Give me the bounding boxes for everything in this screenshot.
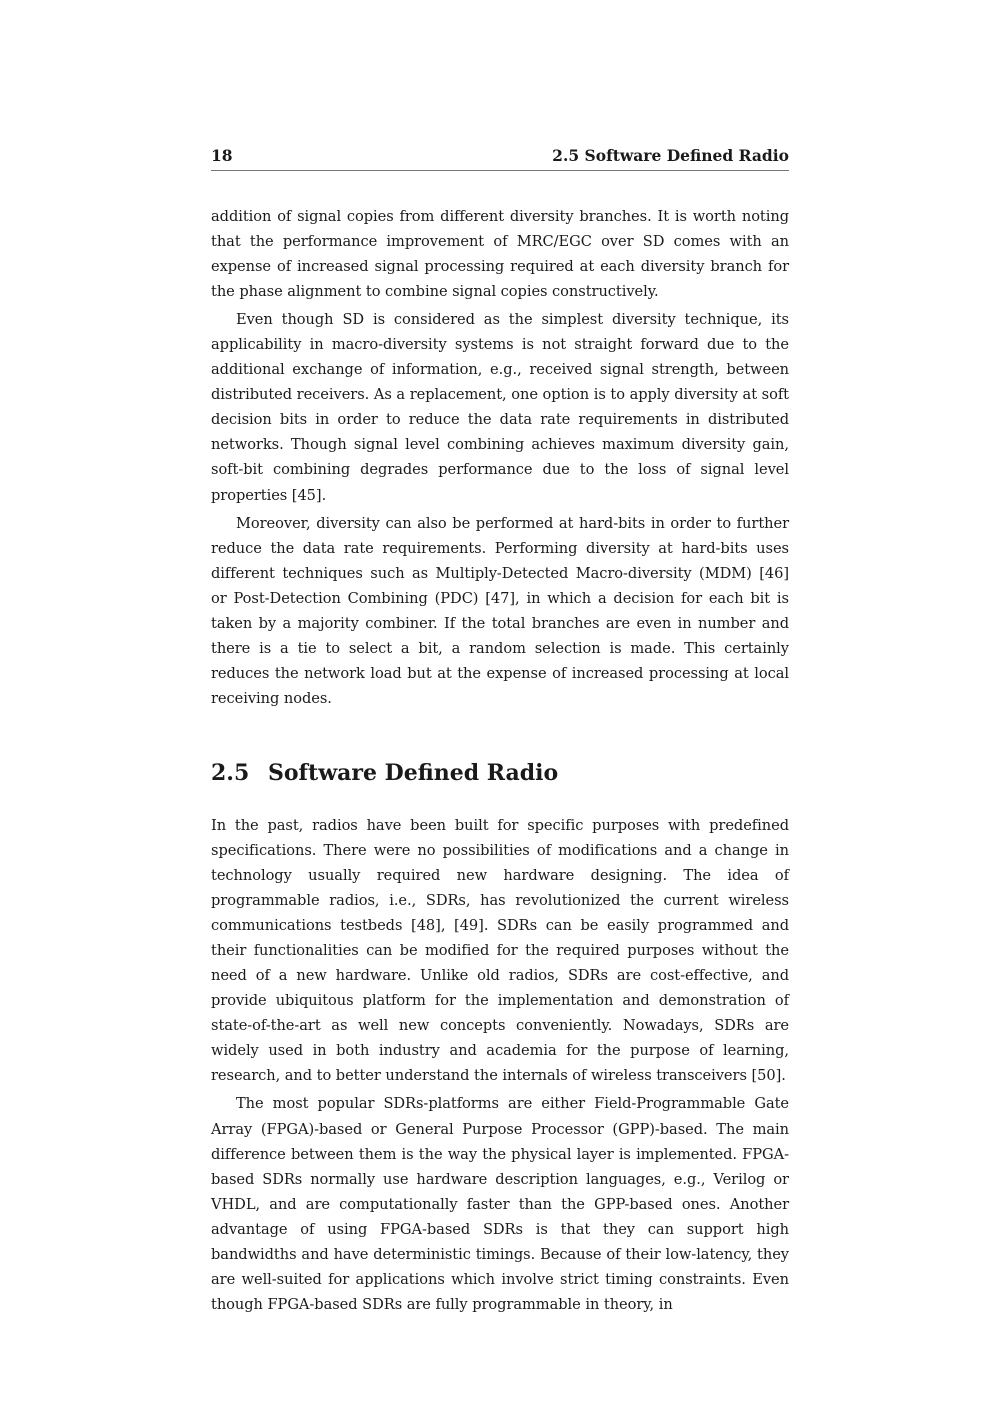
paragraph-sdr-intro: In the past, radios have been built for specific purposes with predefined specifications. There were no possibilities of modifications and a change in technology usually required new hardware designing. The idea of programmable radios, i.e., SDRs, has revolutionized the current wireless communications testbeds [48], [49]. SDRs can be easily programmed and their functionalities can be modified for the required purposes without the need of a new hardware. Unlike old radios, SDRs are cost-effective, and provide ubiquitous platform for the implementation and demonstration of state-of-the-art as well new concepts conveniently. Nowadays, SDRs are widely used in both industry and academia for the purpose of learning, research, and to better understand the internals of wireless transceivers [50]. — [211, 816, 789, 1085]
paragraph-selection-diversity: Even though SD is considered as the simplest diversity technique, its applicability in macro-diversity systems is not straight forward due to the additional exchange of information, e.g., received signal strength, between distributed receivers. As a replacement, one option is to apply diversity at soft decision bits in order to reduce the data rate requirements in distributed networks. Though signal level combining achieves maximum diversity gain, soft-bit combining degrades performance due to the loss of signal level properties [45]. — [211, 311, 789, 504]
paragraph-diversity-cost: addition of signal copies from different diversity branches. It is worth noting that the performance improvement of MRC/EGC over SD comes with an expense of increased signal processing required at each diversity branch for the phase alignment to combine signal copies constructively. — [211, 208, 789, 301]
section-heading — [211, 757, 789, 789]
paragraph-sdr-platforms: The most popular SDRs-platforms are either Field-Programmable Gate Array (FPGA)-based or General Purpose Processor (GPP)-based. The main difference between them is the way the physical layer is implemented. FPGA-based SDRs normally use hardware description languages, e.g., Verilog or VHDL, and are computationally faster than the GPP-based ones. Another advantage of using FPGA-based SDRs is that they can support high bandwidths and have deterministic timings. Because of their low-latency, they are well-suited for applications which involve strict timing constraints. Even though FPGA-based SDRs are fully programmable in theory, in — [211, 1095, 789, 1313]
section-number: 2.5 — [211, 759, 250, 786]
page — [211, 146, 789, 1317]
running-header — [211, 146, 789, 171]
paragraph-hard-bit-diversity: Moreover, diversity can also be performed at hard-bits in order to further reduce the data rate requirements. Performing diversity at hard-bits uses different techniques such as Multiply-Detected Macro-diversity (MDM) [46] or Post-Detection Combining (PDC) [47], in which a decision for each bit is taken by a majority combiner. If the total branches are even in number and there is a tie to select a bit, a random selection is made. This certainly reduces the network load but at the expense of increased processing at local receiving nodes. — [211, 514, 789, 707]
running-title: 2.5 Software Defined Radio — [552, 146, 789, 165]
page-number: 18 — [211, 146, 233, 165]
body-text — [211, 204, 789, 1317]
section-title: Software Defined Radio — [268, 759, 559, 786]
